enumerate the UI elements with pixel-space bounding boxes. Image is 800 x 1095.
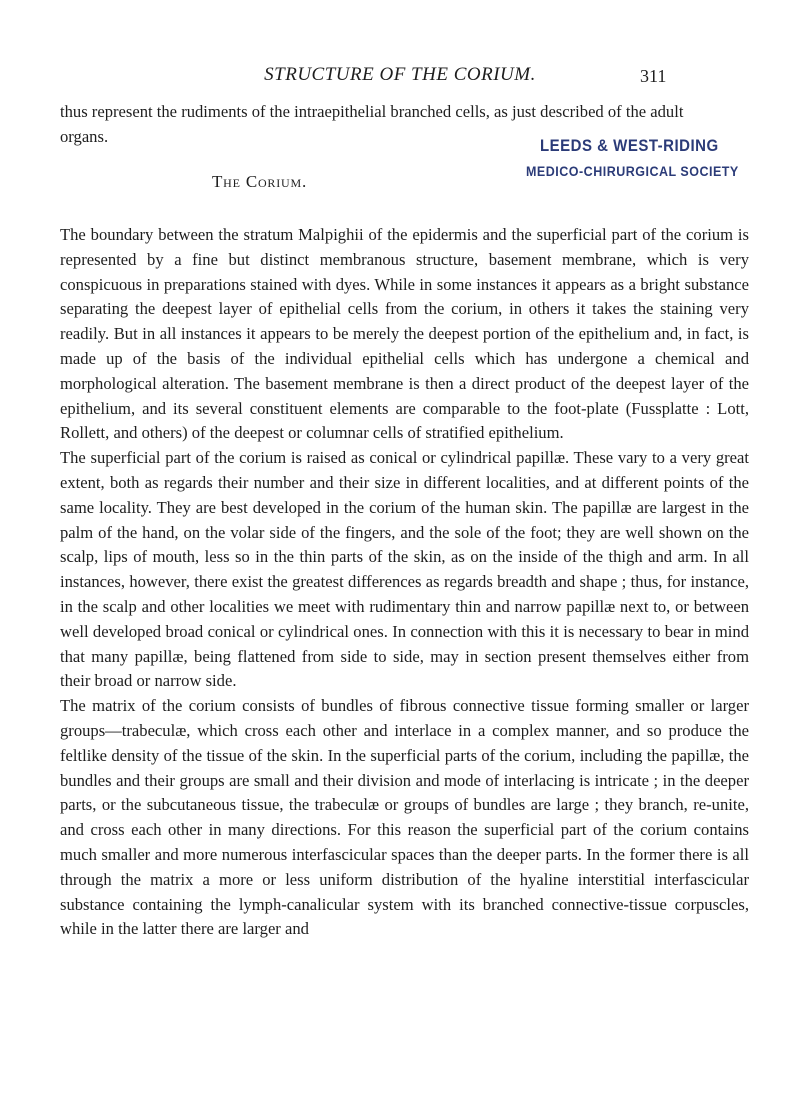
page-number: 311 [640,66,667,86]
body-paragraph: The matrix of the corium consists of bundles of fibrous connective tissue forming smaller or larger groups—trabeculæ, which cross each other and interlace in a complex manner, and so produce the feltlike density of the tissue of the skin. In the superficial parts of the corium, including the papillæ, the bundles and their groups are small and their division and mode of interlacing is intricate ; in the deeper parts, or the subcutaneous tissue, the trabeculæ or groups of bundles are large ; they branch, re-unite, and cross each other in many directions. For this reason the superficial part of the corium contains much smaller and more numerous interfascicular spaces than the deeper parts. In the former there is all through the matrix a more or less uniform distribution of the hyaline interstitial interfascicular substance containing the lymph-canalicular system with its branched connective-tissue corpuscles, while in the latter there are larger and [60,696,749,939]
body-paragraph: The superficial part of the corium is raised as conical or cylindrical papillæ. These vary to a very great extent, both as regards their number and their size in different localities, and at different points of the same locality. They are best developed in the corium of the human skin. The papillæ are largest in the palm of the hand, on the volar side of the fingers, and the sole of the foot; they are well shown on the scalp, lips of mouth, less so in the thin parts of the skin, as on the inside of the thigh and arm. In all instances, however, there exist the greatest differences as regards breadth and shape ; thus, for instance, in the scalp and other localities we meet with rudimentary thin and narrow papillæ next to, or between well developed broad conical or cylindrical ones. In connection with this it is necessary to bear in mind that many papillæ, being flattened from side to side, may in section present themselves either from their broad or narrow side. [60,448,749,691]
body-paragraph: The boundary between the stratum Malpighii of the epidermis and the superficial part of the corium is represented by a fine but distinct membranous structure, basement membrane, which is very conspicuous in preparations stained with dyes. While in some instances it appears as a bright substance separating the deepest layer of epithelial cells from the corium, in others it takes the staining very readily. But in all instances it appears to be merely the deepest portion of the epithelium and, in fact, is made up of the basis of the individual epithelial cells which has undergone a chemical and morphological alteration. The basement membrane is then a direct product of the deepest layer of the epithelium, and its several constituent elements are comparable to the foot-plate (Fussplatte : Lott, Rollett, and others) of the deepest or columnar cells of stratified epithelium. [60,225,749,443]
stamp-line-1: LEEDS & WEST-RIDING [540,136,719,156]
section-heading: The Corium. [212,172,308,191]
stamp-line-2: MEDICO-CHIRURGICAL SOCIETY [526,163,739,180]
lead-paragraph: thus represent the rudiments of the intraepithelial branched cells, as just described of the adult organs. [60,102,684,146]
body-text [60,223,749,942]
running-header: STRUCTURE OF THE CORIUM. [264,64,536,85]
